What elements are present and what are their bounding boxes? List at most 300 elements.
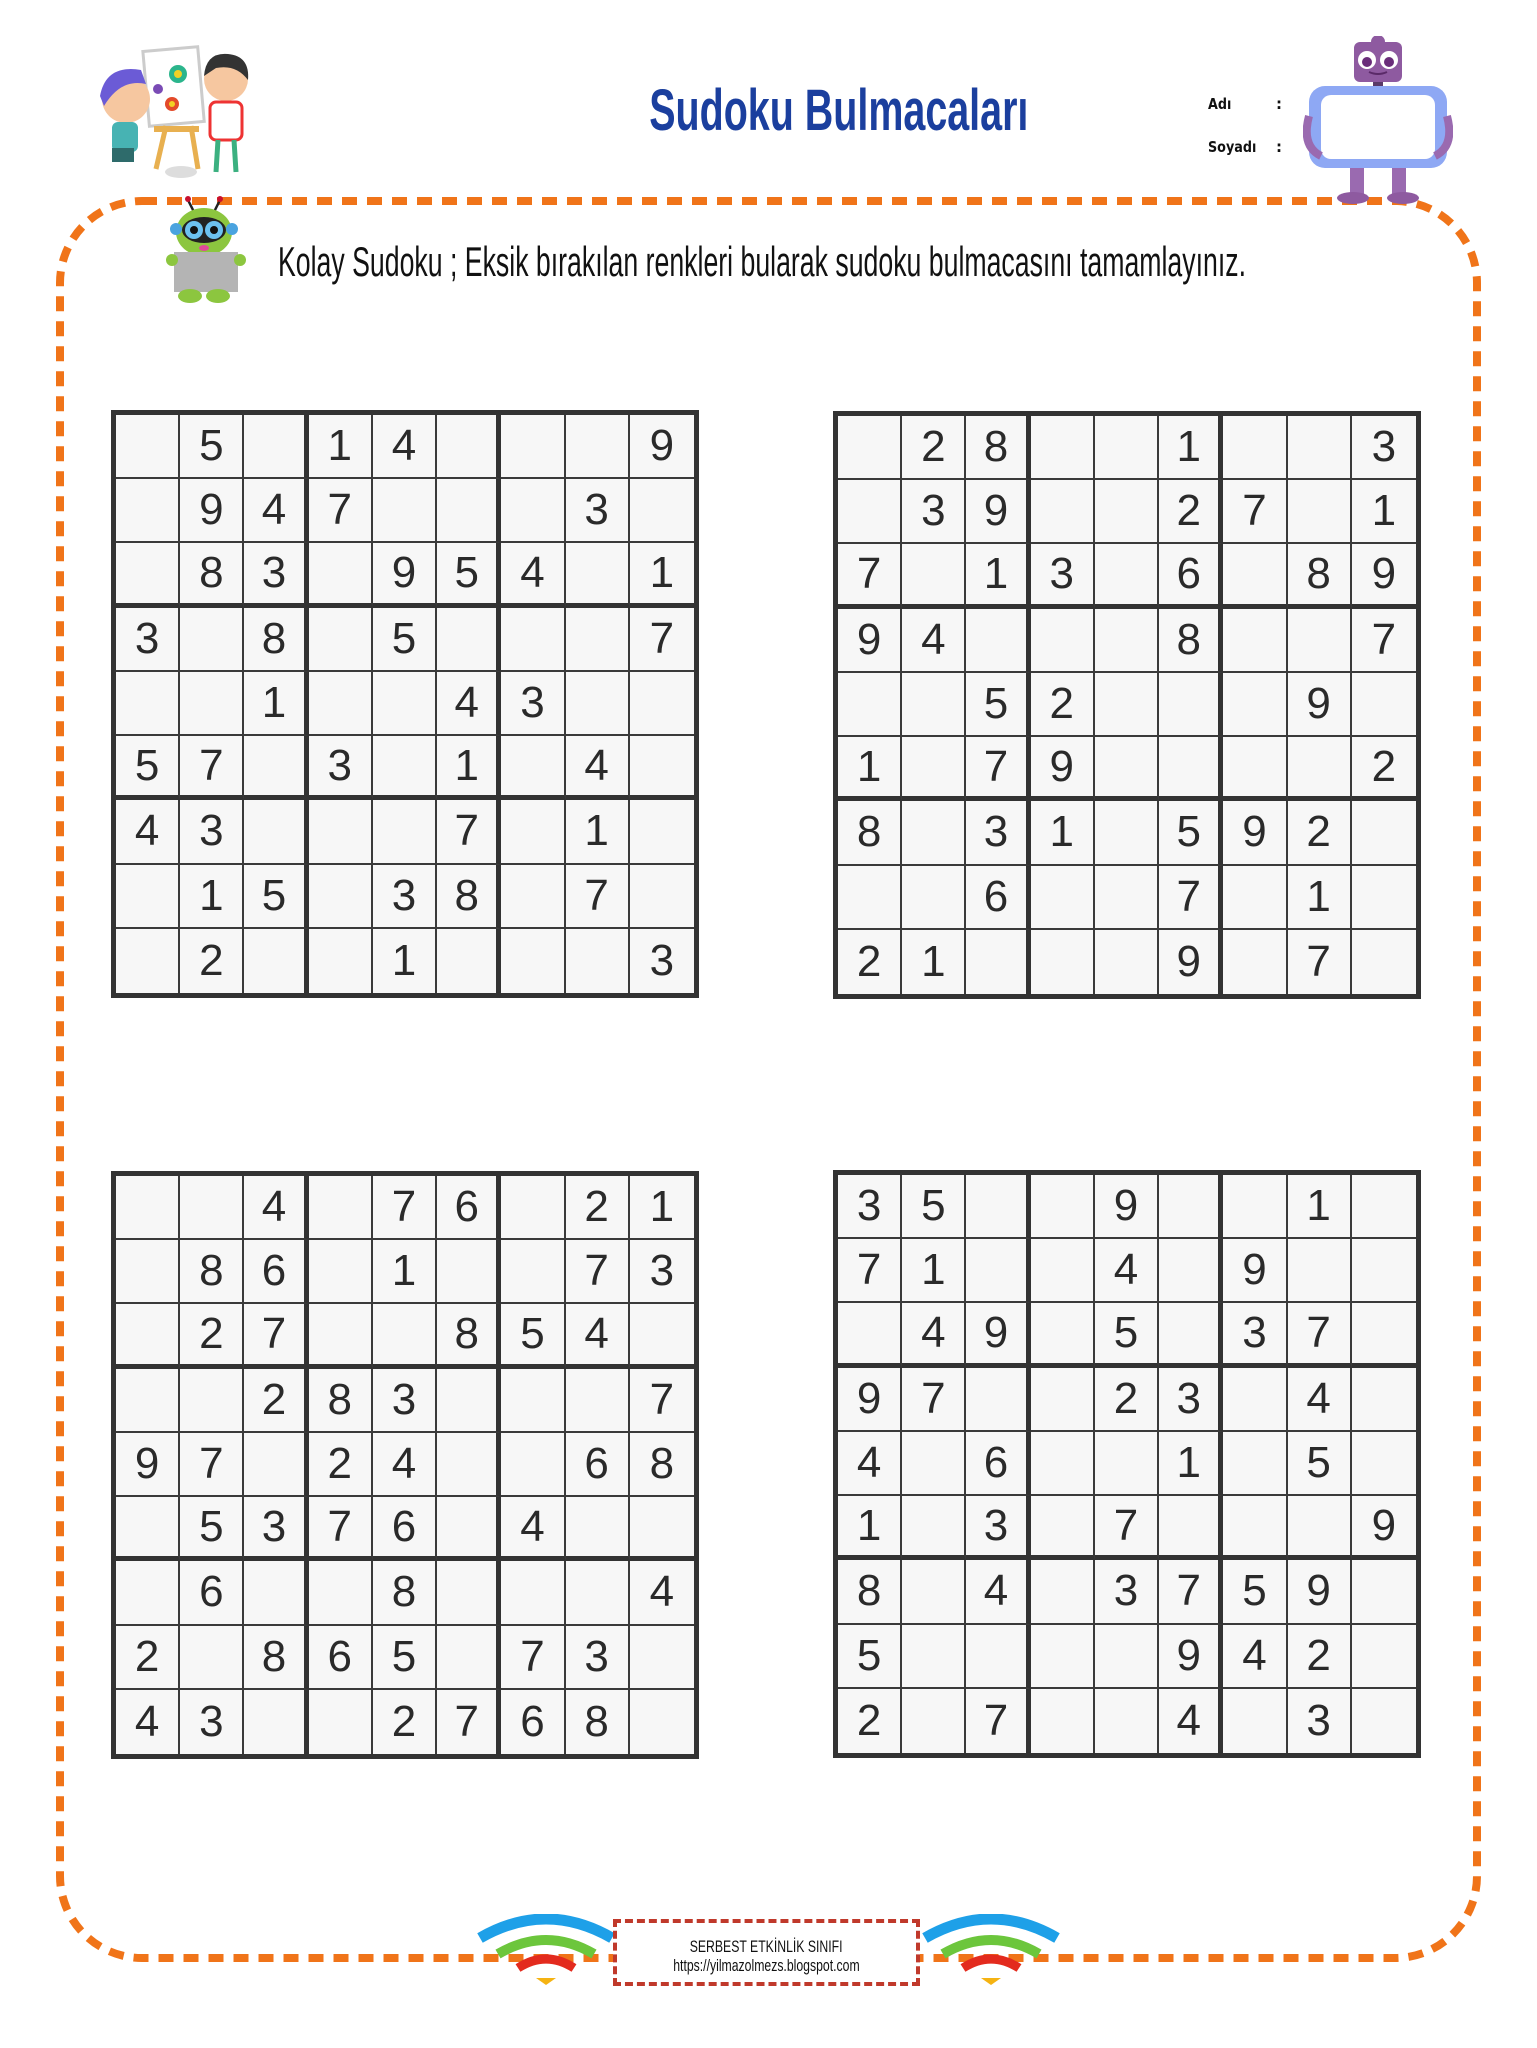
sudoku-cell[interactable] <box>309 1304 373 1368</box>
sudoku-cell[interactable] <box>902 1560 966 1624</box>
sudoku-cell: 6 <box>966 1432 1030 1496</box>
sudoku-cell[interactable] <box>180 1369 244 1433</box>
sudoku-cell[interactable] <box>566 1561 630 1625</box>
sudoku-cell: 1 <box>966 544 1030 608</box>
sudoku-cell[interactable] <box>309 672 373 736</box>
sudoku-cell: 2 <box>1288 801 1352 865</box>
sudoku-cell[interactable] <box>1352 1303 1416 1367</box>
sudoku-cell[interactable] <box>566 543 630 607</box>
sudoku-cell[interactable] <box>1352 1175 1416 1239</box>
sudoku-puzzle-2 <box>833 411 1421 999</box>
sudoku-cell[interactable] <box>437 415 501 479</box>
sudoku-cell[interactable] <box>116 543 180 607</box>
sudoku-cell: 7 <box>309 1497 373 1561</box>
sudoku-cell: 5 <box>373 1626 437 1690</box>
sudoku-cell: 8 <box>1288 544 1352 608</box>
sudoku-cell: 8 <box>566 1690 630 1754</box>
sudoku-cell: 4 <box>116 800 180 864</box>
sudoku-cell: 7 <box>902 1368 966 1432</box>
sudoku-cell[interactable] <box>630 1626 694 1690</box>
sudoku-cell: 5 <box>116 736 180 800</box>
sudoku-cell: 8 <box>838 801 902 865</box>
sudoku-cell: 6 <box>966 866 1030 930</box>
sudoku-cell[interactable] <box>1031 1625 1095 1689</box>
sudoku-cell: 2 <box>180 1304 244 1368</box>
sudoku-cell[interactable] <box>1095 801 1159 865</box>
sudoku-cell: 1 <box>244 672 308 736</box>
sudoku-cell[interactable] <box>501 865 565 929</box>
sudoku-cell: 2 <box>373 1690 437 1754</box>
sudoku-cell: 8 <box>309 1369 373 1433</box>
sudoku-cell[interactable] <box>1031 1432 1095 1496</box>
sudoku-cell[interactable] <box>1095 1689 1159 1753</box>
sudoku-cell: 7 <box>838 544 902 608</box>
sudoku-cell[interactable] <box>1223 866 1287 930</box>
sudoku-cell: 4 <box>566 736 630 800</box>
sudoku-cell[interactable] <box>902 737 966 801</box>
sudoku-cell: 1 <box>630 1176 694 1240</box>
sudoku-cell[interactable] <box>244 929 308 993</box>
sudoku-cell: 3 <box>1223 1303 1287 1367</box>
sudoku-cell: 7 <box>1159 1560 1223 1624</box>
sudoku-cell[interactable] <box>437 1369 501 1433</box>
sudoku-cell: 4 <box>373 1433 437 1497</box>
sudoku-cell: 7 <box>966 1689 1030 1753</box>
sudoku-cell[interactable] <box>1223 1368 1287 1432</box>
sudoku-cell: 2 <box>1352 737 1416 801</box>
sudoku-cell[interactable] <box>1223 609 1287 673</box>
sudoku-cell: 9 <box>1352 544 1416 608</box>
sudoku-cell[interactable] <box>116 1240 180 1304</box>
sudoku-cell[interactable] <box>1159 1303 1223 1367</box>
sudoku-cell: 4 <box>501 543 565 607</box>
sudoku-cell[interactable] <box>244 736 308 800</box>
sudoku-cell[interactable] <box>116 479 180 543</box>
sudoku-cell: 1 <box>838 737 902 801</box>
sudoku-cell[interactable] <box>1223 930 1287 994</box>
sudoku-cell[interactable] <box>309 1561 373 1625</box>
sudoku-cell: 7 <box>566 865 630 929</box>
sudoku-cell[interactable] <box>437 1433 501 1497</box>
sudoku-cell[interactable] <box>630 800 694 864</box>
sudoku-cell[interactable] <box>630 736 694 800</box>
name-colon: : <box>1276 95 1282 113</box>
sudoku-cell[interactable] <box>437 1626 501 1690</box>
sudoku-cell: 6 <box>1159 544 1223 608</box>
sudoku-cell: 5 <box>902 1175 966 1239</box>
sudoku-cell: 1 <box>1159 1432 1223 1496</box>
sudoku-cell: 7 <box>1352 609 1416 673</box>
sudoku-cell[interactable] <box>180 1626 244 1690</box>
sudoku-cell[interactable] <box>116 929 180 993</box>
sudoku-cell: 9 <box>630 415 694 479</box>
sudoku-cell: 2 <box>1288 1625 1352 1689</box>
sudoku-cell: 4 <box>1223 1625 1287 1689</box>
sudoku-cell: 9 <box>1095 1175 1159 1239</box>
sudoku-cell: 7 <box>180 1433 244 1497</box>
sudoku-cell[interactable] <box>116 865 180 929</box>
sudoku-cell: 1 <box>1031 801 1095 865</box>
sudoku-cell: 1 <box>902 930 966 994</box>
sudoku-cell[interactable] <box>838 480 902 544</box>
sudoku-cell[interactable] <box>501 929 565 993</box>
sudoku-cell: 2 <box>116 1626 180 1690</box>
sudoku-cell: 4 <box>437 672 501 736</box>
sudoku-cell[interactable] <box>1288 1496 1352 1560</box>
sudoku-cell: 9 <box>1159 930 1223 994</box>
sudoku-cell: 5 <box>966 673 1030 737</box>
sudoku-cell[interactable] <box>630 865 694 929</box>
footer-credit-box <box>613 1919 920 1986</box>
surname-field[interactable] <box>1208 138 1298 158</box>
sudoku-cell: 4 <box>902 609 966 673</box>
sudoku-cell[interactable] <box>1352 1560 1416 1624</box>
sudoku-cell[interactable] <box>1031 1560 1095 1624</box>
sudoku-cell[interactable] <box>116 1304 180 1368</box>
footer-blog-link[interactable]: https://yilmazolmezs.blogspot.com <box>673 1956 860 1975</box>
sudoku-cell[interactable] <box>437 608 501 672</box>
sudoku-cell: 8 <box>244 608 308 672</box>
sudoku-cell: 8 <box>180 1240 244 1304</box>
green-robot-illustration <box>158 196 248 306</box>
sudoku-cell[interactable] <box>116 1176 180 1240</box>
sudoku-cell: 4 <box>902 1303 966 1367</box>
sudoku-cell[interactable] <box>373 672 437 736</box>
sudoku-cell[interactable] <box>838 673 902 737</box>
sudoku-cell[interactable] <box>244 1433 308 1497</box>
sudoku-cell[interactable] <box>1223 1432 1287 1496</box>
sudoku-cell[interactable] <box>1095 544 1159 608</box>
sudoku-cell: 3 <box>373 865 437 929</box>
sudoku-cell: 2 <box>1031 673 1095 737</box>
sudoku-cell: 9 <box>373 543 437 607</box>
sudoku-cell[interactable] <box>1223 737 1287 801</box>
sudoku-cell: 9 <box>1223 1239 1287 1303</box>
sudoku-cell: 5 <box>1288 1432 1352 1496</box>
sudoku-cell: 7 <box>1288 930 1352 994</box>
page-title: Sudoku Bulmacaları <box>649 78 1029 143</box>
sudoku-cell: 2 <box>1159 480 1223 544</box>
sudoku-cell: 5 <box>437 543 501 607</box>
sudoku-cell[interactable] <box>1031 1368 1095 1432</box>
sudoku-cell[interactable] <box>902 866 966 930</box>
sudoku-cell[interactable] <box>630 1304 694 1368</box>
sudoku-cell: 8 <box>437 1304 501 1368</box>
sudoku-cell[interactable] <box>1095 1625 1159 1689</box>
sudoku-cell[interactable] <box>1223 416 1287 480</box>
sudoku-cell[interactable] <box>630 672 694 736</box>
sudoku-cell: 6 <box>180 1561 244 1625</box>
sudoku-cell[interactable] <box>1095 1432 1159 1496</box>
sudoku-cell[interactable] <box>838 1303 902 1367</box>
sudoku-cell[interactable] <box>1031 1175 1095 1239</box>
sudoku-cell: 3 <box>566 479 630 543</box>
sudoku-cell[interactable] <box>1031 416 1095 480</box>
sudoku-cell[interactable] <box>501 415 565 479</box>
sudoku-cell: 3 <box>566 1626 630 1690</box>
sudoku-cell[interactable] <box>1095 480 1159 544</box>
sudoku-cell[interactable] <box>1159 673 1223 737</box>
wifi-icon <box>921 1914 1061 1986</box>
sudoku-cell: 3 <box>373 1369 437 1433</box>
sudoku-cell[interactable] <box>1223 1496 1287 1560</box>
sudoku-cell: 5 <box>1223 1560 1287 1624</box>
sudoku-cell[interactable] <box>373 479 437 543</box>
sudoku-cell[interactable] <box>1031 866 1095 930</box>
sudoku-cell[interactable] <box>1288 416 1352 480</box>
sudoku-cell[interactable] <box>1352 673 1416 737</box>
sudoku-cell[interactable] <box>566 672 630 736</box>
sudoku-cell[interactable] <box>1288 1239 1352 1303</box>
sudoku-cell[interactable] <box>437 1497 501 1561</box>
sudoku-cell[interactable] <box>1352 1239 1416 1303</box>
sudoku-cell[interactable] <box>630 479 694 543</box>
sudoku-cell[interactable] <box>501 1240 565 1304</box>
sudoku-cell: 7 <box>630 1369 694 1433</box>
sudoku-cell: 3 <box>1352 416 1416 480</box>
sudoku-cell[interactable] <box>180 672 244 736</box>
sudoku-cell[interactable] <box>501 736 565 800</box>
sudoku-cell[interactable] <box>902 1496 966 1560</box>
sudoku-cell: 3 <box>1288 1689 1352 1753</box>
sudoku-cell: 7 <box>1288 1303 1352 1367</box>
sudoku-cell: 5 <box>373 608 437 672</box>
sudoku-cell[interactable] <box>902 673 966 737</box>
sudoku-cell[interactable] <box>501 1561 565 1625</box>
sudoku-cell[interactable] <box>309 800 373 864</box>
sudoku-cell: 1 <box>1352 480 1416 544</box>
sudoku-cell: 7 <box>501 1626 565 1690</box>
sudoku-cell[interactable] <box>309 929 373 993</box>
sudoku-cell[interactable] <box>244 1690 308 1754</box>
sudoku-cell[interactable] <box>437 479 501 543</box>
sudoku-cell[interactable] <box>1095 416 1159 480</box>
sudoku-cell[interactable] <box>373 800 437 864</box>
sudoku-cell[interactable] <box>309 608 373 672</box>
sudoku-cell: 9 <box>116 1433 180 1497</box>
sudoku-cell: 3 <box>902 480 966 544</box>
sudoku-cell[interactable] <box>1095 673 1159 737</box>
sudoku-cell[interactable] <box>1159 1239 1223 1303</box>
sudoku-cell[interactable] <box>1095 609 1159 673</box>
sudoku-cell: 2 <box>1095 1368 1159 1432</box>
sudoku-cell[interactable] <box>1223 673 1287 737</box>
sudoku-cell: 3 <box>630 929 694 993</box>
sudoku-cell: 8 <box>630 1433 694 1497</box>
sudoku-cell[interactable] <box>180 608 244 672</box>
sudoku-cell[interactable] <box>1352 801 1416 865</box>
sudoku-cell[interactable] <box>309 1690 373 1754</box>
sudoku-cell[interactable] <box>116 672 180 736</box>
surname-colon: : <box>1276 138 1282 156</box>
sudoku-cell: 1 <box>309 415 373 479</box>
sudoku-cell[interactable] <box>373 736 437 800</box>
instruction-text: Kolay Sudoku ; Eksik bırakılan renkleri bularak sudoku bulmacasını tamamlayınız. <box>278 238 1246 285</box>
sudoku-cell: 9 <box>1352 1496 1416 1560</box>
sudoku-cell[interactable] <box>1031 1689 1095 1753</box>
sudoku-cell: 4 <box>630 1561 694 1625</box>
sudoku-cell[interactable] <box>309 1176 373 1240</box>
sudoku-cell[interactable] <box>838 866 902 930</box>
sudoku-cell[interactable] <box>1223 1689 1287 1753</box>
sudoku-cell: 7 <box>180 736 244 800</box>
sudoku-cell: 8 <box>244 1626 308 1690</box>
sudoku-cell[interactable] <box>838 416 902 480</box>
sudoku-cell[interactable] <box>244 1561 308 1625</box>
sudoku-cell[interactable] <box>566 415 630 479</box>
sudoku-cell: 9 <box>1288 673 1352 737</box>
sudoku-cell: 8 <box>1159 609 1223 673</box>
sudoku-cell[interactable] <box>501 1176 565 1240</box>
sudoku-cell[interactable] <box>1095 866 1159 930</box>
sudoku-cell: 2 <box>309 1433 373 1497</box>
kids-painting-illustration <box>86 44 266 184</box>
sudoku-cell[interactable] <box>501 479 565 543</box>
surname-label: Soyadı <box>1208 138 1257 156</box>
sudoku-cell[interactable] <box>244 415 308 479</box>
sudoku-cell: 9 <box>180 479 244 543</box>
sudoku-cell[interactable] <box>1352 866 1416 930</box>
sudoku-cell[interactable] <box>1223 544 1287 608</box>
sudoku-cell: 3 <box>1031 544 1095 608</box>
sudoku-cell[interactable] <box>966 1175 1030 1239</box>
sudoku-cell[interactable] <box>1223 1175 1287 1239</box>
sudoku-cell[interactable] <box>501 1433 565 1497</box>
sudoku-cell[interactable] <box>1031 1303 1095 1367</box>
sudoku-cell[interactable] <box>566 1497 630 1561</box>
sudoku-cell: 3 <box>244 1497 308 1561</box>
sudoku-cell[interactable] <box>1352 1689 1416 1753</box>
sudoku-cell[interactable] <box>566 608 630 672</box>
sudoku-cell[interactable] <box>437 1561 501 1625</box>
sudoku-cell[interactable] <box>373 1304 437 1368</box>
sudoku-cell[interactable] <box>966 1239 1030 1303</box>
sudoku-cell: 4 <box>244 479 308 543</box>
sudoku-cell: 7 <box>437 1690 501 1754</box>
sudoku-cell[interactable] <box>1288 609 1352 673</box>
sudoku-cell: 3 <box>1159 1368 1223 1432</box>
sudoku-cell[interactable] <box>1159 1496 1223 1560</box>
sudoku-cell: 4 <box>373 415 437 479</box>
sudoku-cell[interactable] <box>501 608 565 672</box>
sudoku-cell[interactable] <box>1031 609 1095 673</box>
sudoku-cell[interactable] <box>309 865 373 929</box>
sudoku-cell[interactable] <box>1031 1496 1095 1560</box>
sudoku-cell[interactable] <box>966 1625 1030 1689</box>
footer-class-name: SERBEST ETKİNLİK SINIFI <box>690 1937 843 1956</box>
sudoku-cell[interactable] <box>309 1240 373 1304</box>
sudoku-cell: 8 <box>180 543 244 607</box>
sudoku-cell: 3 <box>838 1175 902 1239</box>
sudoku-cell[interactable] <box>902 1432 966 1496</box>
sudoku-cell[interactable] <box>1031 480 1095 544</box>
sudoku-cell[interactable] <box>1031 1239 1095 1303</box>
sudoku-cell[interactable] <box>1159 737 1223 801</box>
sudoku-cell[interactable] <box>1352 1368 1416 1432</box>
sudoku-cell[interactable] <box>566 929 630 993</box>
sudoku-cell[interactable] <box>501 800 565 864</box>
sudoku-cell[interactable] <box>116 1369 180 1433</box>
sudoku-cell[interactable] <box>966 930 1030 994</box>
sudoku-cell: 4 <box>244 1176 308 1240</box>
sudoku-cell[interactable] <box>180 1176 244 1240</box>
sudoku-cell[interactable] <box>1288 480 1352 544</box>
sudoku-cell[interactable] <box>1095 930 1159 994</box>
sudoku-cell: 3 <box>180 1690 244 1754</box>
sudoku-cell[interactable] <box>1352 1625 1416 1689</box>
sudoku-cell: 8 <box>373 1561 437 1625</box>
sudoku-cell[interactable] <box>1095 737 1159 801</box>
name-field[interactable] <box>1208 95 1298 115</box>
sudoku-cell: 9 <box>1159 1625 1223 1689</box>
sudoku-cell: 3 <box>1095 1560 1159 1624</box>
sudoku-cell: 6 <box>566 1433 630 1497</box>
sudoku-cell: 2 <box>838 1689 902 1753</box>
sudoku-cell[interactable] <box>902 801 966 865</box>
sudoku-puzzle-3 <box>111 1171 699 1759</box>
sudoku-cell: 7 <box>1095 1496 1159 1560</box>
sudoku-cell: 4 <box>116 1690 180 1754</box>
sudoku-cell: 5 <box>1159 801 1223 865</box>
sudoku-cell[interactable] <box>566 1369 630 1433</box>
wifi-icon <box>476 1914 616 1986</box>
sudoku-cell[interactable] <box>116 1497 180 1561</box>
sudoku-cell: 6 <box>501 1690 565 1754</box>
sudoku-cell[interactable] <box>116 415 180 479</box>
sudoku-cell[interactable] <box>1031 930 1095 994</box>
sudoku-cell: 6 <box>309 1626 373 1690</box>
sudoku-cell: 1 <box>630 543 694 607</box>
sudoku-cell[interactable] <box>1352 930 1416 994</box>
sudoku-cell: 8 <box>966 416 1030 480</box>
sudoku-cell: 1 <box>180 865 244 929</box>
sudoku-cell[interactable] <box>309 543 373 607</box>
sudoku-cell[interactable] <box>1352 1432 1416 1496</box>
sudoku-cell[interactable] <box>1159 1175 1223 1239</box>
sudoku-cell[interactable] <box>966 1368 1030 1432</box>
sudoku-cell: 8 <box>437 865 501 929</box>
sudoku-cell: 1 <box>1288 866 1352 930</box>
sudoku-cell: 3 <box>966 801 1030 865</box>
sudoku-cell[interactable] <box>244 800 308 864</box>
sudoku-cell[interactable] <box>437 929 501 993</box>
sudoku-cell: 5 <box>501 1304 565 1368</box>
name-label: Adı <box>1208 95 1232 113</box>
sudoku-cell: 1 <box>566 800 630 864</box>
sudoku-cell[interactable] <box>116 1561 180 1625</box>
sudoku-cell[interactable] <box>902 1625 966 1689</box>
sudoku-cell[interactable] <box>966 609 1030 673</box>
sudoku-puzzle-4 <box>833 1170 1421 1758</box>
sudoku-cell: 3 <box>180 800 244 864</box>
sudoku-cell: 7 <box>1223 480 1287 544</box>
sudoku-cell: 9 <box>1288 1560 1352 1624</box>
sudoku-cell: 7 <box>630 608 694 672</box>
sudoku-cell[interactable] <box>902 1689 966 1753</box>
sudoku-cell: 3 <box>116 608 180 672</box>
sudoku-cell: 3 <box>966 1496 1030 1560</box>
sudoku-cell[interactable] <box>437 1240 501 1304</box>
sudoku-cell[interactable] <box>1288 737 1352 801</box>
sudoku-cell: 5 <box>180 415 244 479</box>
sudoku-cell[interactable] <box>501 1369 565 1433</box>
sudoku-cell: 2 <box>902 416 966 480</box>
sudoku-cell[interactable] <box>630 1690 694 1754</box>
sudoku-cell: 4 <box>566 1304 630 1368</box>
sudoku-cell[interactable] <box>902 544 966 608</box>
sudoku-cell[interactable] <box>630 1497 694 1561</box>
sudoku-cell: 9 <box>838 609 902 673</box>
